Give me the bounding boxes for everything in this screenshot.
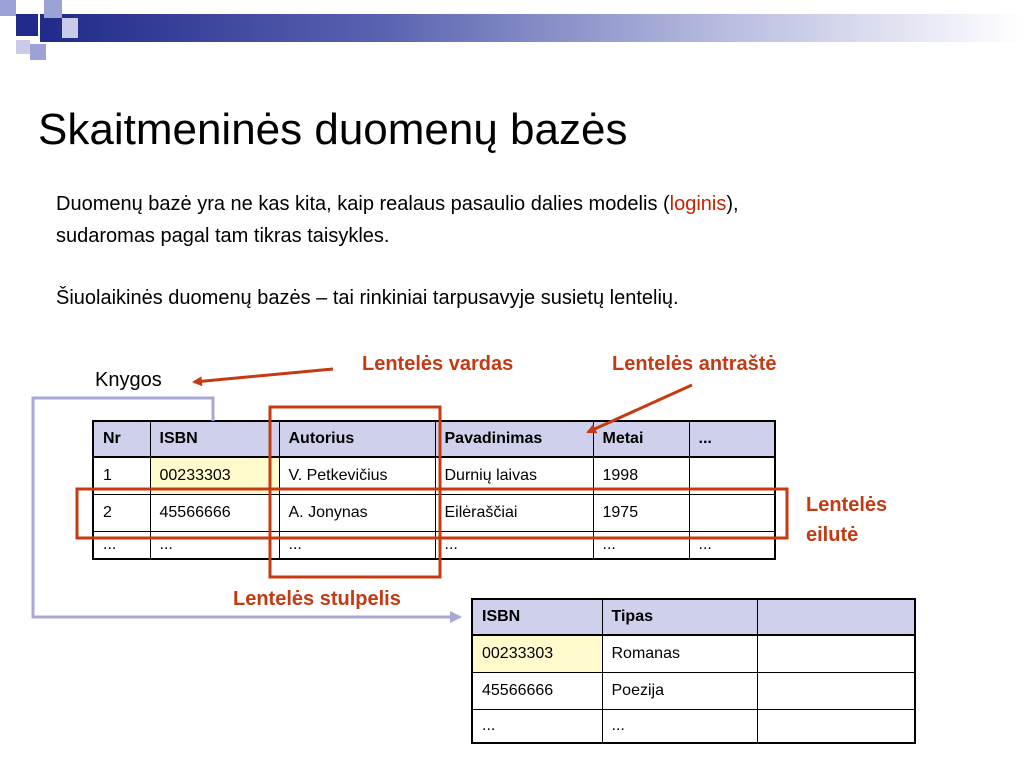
table-cell: 45566666 xyxy=(472,673,602,710)
books-header-nr: Nr xyxy=(93,421,150,457)
table-cell: ... xyxy=(602,710,757,744)
callout-table-row-line-2: eilutė xyxy=(806,524,859,546)
table-cell: ... xyxy=(93,532,150,560)
types-header-type: Tipas xyxy=(602,599,757,635)
books-header-isbn: ISBN xyxy=(150,421,279,457)
table-cell: ... xyxy=(593,532,689,560)
table-cell-highlighted: 00233303 xyxy=(472,635,602,673)
table-cell-highlighted: 00233303 xyxy=(150,457,279,495)
relation-link-line xyxy=(33,398,460,617)
paragraph-2: Šiuolaikinės duomenų bazės – tai rinkiniai tarpusavyje susietų lentelių. xyxy=(56,287,679,309)
table-cell: Romanas xyxy=(602,635,757,673)
table-cell: 1998 xyxy=(593,457,689,495)
table-cell: ... xyxy=(689,532,775,560)
table-cell: 1 xyxy=(93,457,150,495)
table-cell: Durnių laivas xyxy=(435,457,593,495)
table-cell: 1975 xyxy=(593,495,689,532)
table-cell: 45566666 xyxy=(150,495,279,532)
table-name-label: Knygos xyxy=(95,369,162,391)
table-cell: ... xyxy=(472,710,602,744)
paragraph-1-highlight: loginis xyxy=(669,193,727,215)
paragraph-1-line-2: sudaromas pagal tam tikras taisykles. xyxy=(56,225,390,247)
books-header-year: Metai xyxy=(593,421,689,457)
arrow-to-table-header xyxy=(588,385,692,432)
table-cell: ... xyxy=(435,532,593,560)
callout-table-name: Lentelės vardas xyxy=(362,353,514,375)
books-header-more: ... xyxy=(689,421,775,457)
table-cell: ... xyxy=(150,532,279,560)
paragraph-1-text: Duomenų bazė yra ne kas kita, kaip realaus pasaulio dalies modelis ( xyxy=(56,193,670,215)
table-cell: 2 xyxy=(93,495,150,532)
table-cell: Poezija xyxy=(602,673,757,710)
table-cell: A. Jonynas xyxy=(279,495,435,532)
callout-table-row-line-1: Lentelės xyxy=(806,494,888,516)
types-header-isbn: ISBN xyxy=(472,599,602,635)
row-highlight-box xyxy=(77,489,787,538)
column-highlight-box xyxy=(270,407,440,577)
callout-table-header: Lentelės antraštė xyxy=(612,353,777,375)
table-cell: ... xyxy=(279,532,435,560)
callout-table-column: Lentelės stulpelis xyxy=(233,588,401,610)
slide-title: Skaitmeninės duomenų bazės xyxy=(38,105,628,154)
paragraph-1-tail: ), xyxy=(726,193,739,215)
books-header-author: Autorius xyxy=(279,421,435,457)
table-cell: V. Petkevičius xyxy=(279,457,435,495)
arrow-to-table-name xyxy=(194,369,333,382)
table-cell: Eilėraščiai xyxy=(435,495,593,532)
books-header-title: Pavadinimas xyxy=(435,421,593,457)
